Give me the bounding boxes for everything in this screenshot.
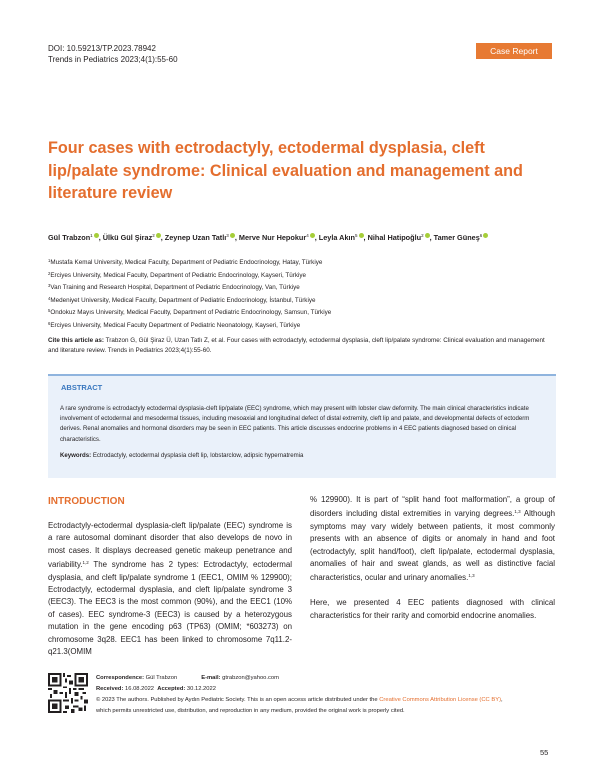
paragraph: % 129900). It is part of “split hand foot malformation”, a group of disorders including distal extremities in varying degrees.$^{1,3}$ Although symptoms may vary widely between patients, it most commonly presents with an absence of digits or anomaly in hand and foot (ectrodactyly, split hand/foot), cleft lip/palate, ectodermal dysplasia, anomalies of hair and sweat glands, as well as distinctive facial characteristics, ocular and urinary anomalies.$^{1,3}$ <box>310 495 555 583</box>
section-heading-introduction: INTRODUCTION <box>48 496 125 507</box>
license-row-2: which permits unrestricted use, distribution, and reproduction in any medium, provided the original work is properly cited. <box>96 708 405 714</box>
footer-info <box>96 673 503 717</box>
accepted-date: 30.12.2022 <box>186 686 216 692</box>
keywords <box>60 451 544 461</box>
affiliation: $^2$Erciyes University, Medical Faculty, Department of Pediatric Endocrinology, Kayseri, Türkiye <box>48 270 307 279</box>
author[interactable]: Merve Nur Hepokur$^4$ <box>239 233 315 242</box>
orcid-icon[interactable] <box>425 233 430 238</box>
dates-row: Received: 16.08.2022 Accepted: 30.12.2022 <box>96 686 216 692</box>
orcid-icon[interactable] <box>310 233 315 238</box>
orcid-icon[interactable] <box>230 233 235 238</box>
abstract-heading: ABSTRACT <box>61 383 103 392</box>
affiliation-list <box>48 256 331 332</box>
license-link[interactable]: Creative Commons Attribution License (CC BY) <box>379 697 502 703</box>
cite-text: Trabzon G, Gül Şiraz Ü, Uzan Tatlı Z, et al. Four cases with ectrodactyly, ectodermal dysplasia, cleft lip/palate syndrome: Clinical evaluation and management and literature review. Trends in Pediatrics 2023;4(1):55-60. <box>48 337 545 354</box>
reference-link[interactable]: 1,2 <box>82 560 89 566</box>
body-column-left <box>48 520 292 658</box>
abstract-text: A rare syndrome is ectrodactyly ectodermal dysplasia-cleft lip/palate (EEC) syndrome, which may present with lobster claw deformity. The main clinical characteristics indicate involvement of ectodermal and mesodermal tissues, including mesoaxial and longitudinal defect of distal extremity, cleft lip and palate, and developmental defects of ectoderm derives. Renal anomalies and hormonal disorders may be seen in EEC patients. This article discusses endocrine problems in 4 EEC patients diagnosed based on clinical characteristics. <box>60 405 530 443</box>
paragraph: Ectrodactyly-ectodermal dysplasia-cleft lip/palate (EEC) syndrome is a rare autosomal dominant disorder that also develops de novo in most cases. It displays decreased genetic makeup penetrance and variability.$^{1,2}$ The syndrome has 2 types: Ectrodactyly, ectodermal dysplasia, and cleft lip/palate syndrome 1 (EEC1, OMIM % 129900); Ectrodactyly, ectodermal dysplasia, and cleft lip/palate syndrome 3 (EEC3). The EEC3 is the most common (90%), and the EEC1 (10% of cases). EEC syndrome-3 (EEC3) is caused by a heterozygous mutation in the gene encoding p63 (TP63) (OMIM; *603273) on chromosome 3q28. EEC1 has been linked to chromosome 7q11.2-q21.3(OMIM <box>48 521 292 657</box>
author[interactable]: Tamer Güneş$^6$ <box>434 233 489 242</box>
correspondence-name: Gül Trabzon <box>145 675 178 681</box>
author-list: Gül Trabzon$^1$ , Ülkü Gül Şiraz$^2$ , Zeynep Uzan Tatlı$^3$ , Merve Nur Hepokur$^4$ , Leyla Akın$^5$ , Nihal Hatipoğlu$^2$ , Tamer Güneş$^6$ <box>48 233 558 242</box>
orcid-icon[interactable] <box>359 233 364 238</box>
qr-code <box>48 673 88 713</box>
reference-link[interactable]: 1,3 <box>514 509 521 515</box>
author[interactable]: Zeynep Uzan Tatlı$^3$ <box>165 233 235 242</box>
affiliation: $^1$Mustafa Kemal University, Medical Faculty, Department of Pediatric Endocrinology, Hatay, Türkiye <box>48 258 323 266</box>
cite-this-article <box>48 336 556 356</box>
journal-citation: Trends in Pediatrics 2023;4(1):55-60 <box>48 55 178 64</box>
article-header-info <box>48 43 178 65</box>
affiliation: $^3$Van Training and Research Hospital, Department of Pediatric Endocrinology, Van, Türkiye <box>48 283 300 292</box>
affiliation: $^6$Erciyes University, Medical Faculty Department of Pediatric Neonatology, Kayseri, Türkiye <box>48 320 301 329</box>
correspondence-email[interactable]: gtrabzon@yahoo.com <box>222 675 279 681</box>
orcid-icon[interactable] <box>156 233 161 238</box>
correspondence-row: Correspondence: Gül Trabzon E-mail: gtrabzon@yahoo.com <box>96 675 279 681</box>
paragraph: Here, we presented 4 EEC patients diagnosed with clinical characteristics for their rarity and comorbid endocrine anomalies. <box>310 598 555 620</box>
affiliation: $^5$Ondokuz Mayıs University, Medical Faculty, Department of Pediatric Endocrinology, Samsun, Türkiye <box>48 308 332 317</box>
doi[interactable]: DOI: 10.59213/TP.2023.78942 <box>48 44 156 53</box>
article-title: Four cases with ectrodactyly, ectodermal dysplasia, cleft lip/palate syndrome: Clinical evaluation and management and literature review <box>48 139 523 202</box>
reference-link[interactable]: 1,3 <box>468 573 475 579</box>
cite-label: Cite this article as: <box>48 337 104 344</box>
abstract-box <box>48 374 556 478</box>
article-type-badge: Case Report <box>476 43 552 59</box>
affiliation: $^4$Medeniyet University, Medical Faculty, Department of Pediatric Endocrinology, İstanbul, Türkiye <box>48 295 316 304</box>
received-date: 16.08.2022 <box>125 686 155 692</box>
orcid-icon[interactable] <box>483 233 488 238</box>
page-number: 55 <box>540 748 549 757</box>
orcid-icon[interactable] <box>94 233 99 238</box>
keywords-label: Keywords: <box>60 451 92 459</box>
author[interactable]: Nihal Hatipoğlu$^2$ <box>368 233 430 242</box>
license-row: © 2023 The authors. Published by Aydın Pediatric Society. This is an open access article distributed under the Creative Commons Attribution License (CC BY), <box>96 697 503 703</box>
body-column-right <box>310 494 555 622</box>
keywords-text: Ectrodactyly, ectodermal dysplasia cleft lip, lobstarclow, adipsic hypernatremia <box>92 451 304 459</box>
author[interactable]: Leyla Akın$^5$ <box>319 233 364 242</box>
author[interactable]: Gül Trabzon$^1$ <box>48 233 99 242</box>
author[interactable]: Ülkü Gül Şiraz$^2$ <box>103 233 161 242</box>
